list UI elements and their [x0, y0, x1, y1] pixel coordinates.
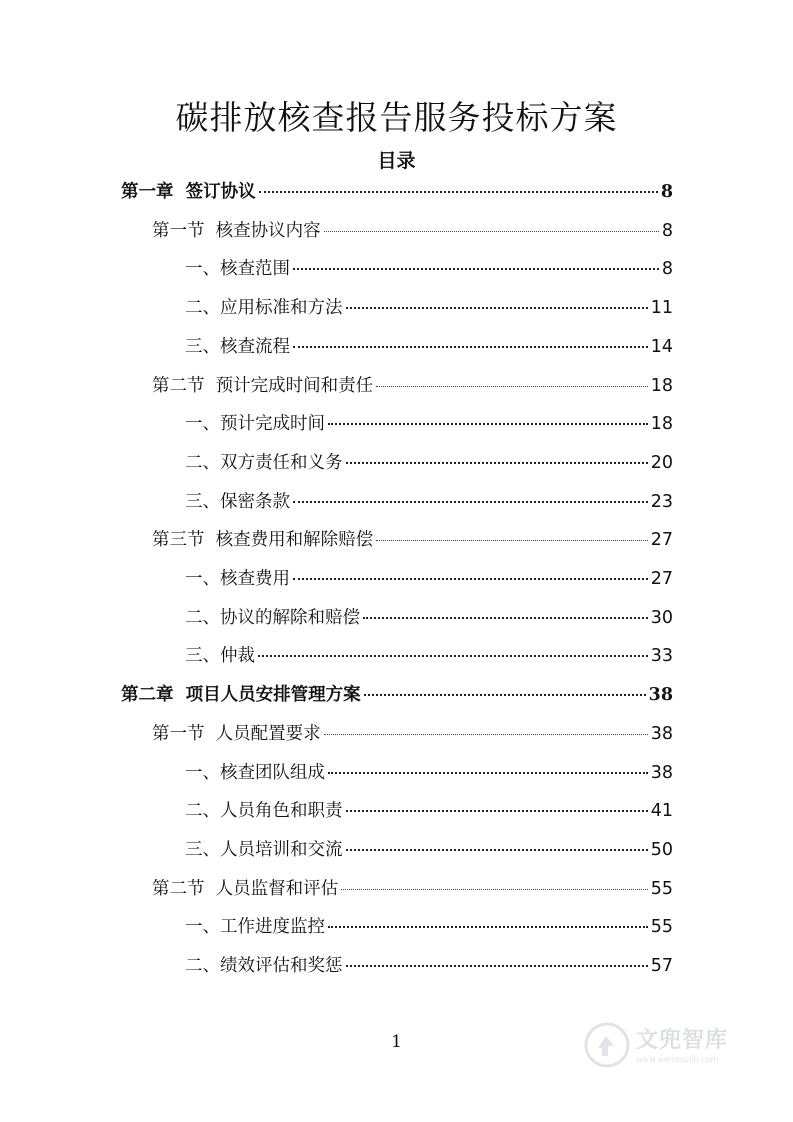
toc-dot-leader — [376, 540, 648, 541]
toc-entry-level1[interactable] — [121, 682, 673, 708]
toc-entry-page: 8 — [661, 259, 673, 280]
toc-entry-page: 38 — [650, 762, 673, 783]
watermark-logo-icon — [584, 1022, 630, 1072]
toc-entry-label: 二、协议的解除和赔偿 — [185, 607, 360, 628]
toc-entry-label: 三、人员培训和交流 — [185, 839, 343, 860]
toc-entry-page: 14 — [650, 336, 673, 357]
toc-dot-leader — [293, 578, 648, 580]
toc-entry-level3[interactable] — [185, 798, 673, 824]
watermark — [584, 1016, 754, 1078]
toc-entry-level3[interactable] — [185, 334, 673, 360]
toc-entry-level3[interactable] — [185, 489, 673, 515]
toc-entry-label: 三、核查流程 — [185, 336, 290, 357]
toc-entry-level3[interactable] — [185, 566, 673, 592]
toc-entry-level3[interactable] — [185, 643, 673, 669]
toc-entry-level2[interactable] — [152, 876, 673, 902]
toc-entry-label: 一、核查费用 — [185, 569, 290, 589]
toc-dot-leader — [293, 346, 648, 348]
toc-entry-page: 11 — [650, 298, 673, 319]
toc-entry-page: 23 — [650, 491, 673, 512]
toc-dot-leader — [328, 423, 648, 425]
toc-entry-level3[interactable] — [185, 953, 673, 979]
toc-entry-page: 18 — [650, 375, 673, 396]
toc-entry-label: 第一节 人员配置要求 — [152, 723, 321, 744]
toc-entry-level3[interactable] — [185, 256, 673, 282]
page-number: 1 — [391, 1032, 402, 1052]
toc-dot-leader — [328, 926, 648, 928]
watermark-brand: 文兜智库 — [636, 1028, 729, 1053]
toc-dot-leader — [293, 501, 648, 503]
toc-entry-page: 57 — [650, 956, 673, 976]
toc-entry-label: 第一节 核查协议内容 — [152, 220, 321, 241]
toc-dot-leader — [341, 889, 648, 890]
toc-entry-label: 二、双方责任和义务 — [185, 452, 343, 473]
toc-dot-leader — [346, 849, 648, 851]
toc-heading: 目录 — [377, 150, 416, 172]
toc-entry-level3[interactable] — [185, 411, 673, 437]
toc-dot-leader — [346, 810, 648, 812]
toc-entry-label: 第二章 项目人员安排管理方案 — [121, 685, 361, 706]
toc-entry-level3[interactable] — [185, 450, 673, 476]
toc-dot-leader — [258, 655, 648, 657]
toc-entry-label: 三、保密条款 — [185, 491, 290, 512]
toc-entry-page: 33 — [650, 646, 673, 667]
toc-dot-leader — [346, 965, 648, 967]
toc-entry-page: 27 — [650, 530, 673, 551]
toc-entry-level3[interactable] — [185, 837, 673, 863]
toc-entry-page: 41 — [650, 801, 673, 822]
toc-entry-level2[interactable] — [152, 218, 673, 244]
toc-dot-leader — [346, 462, 648, 464]
toc-dot-leader — [363, 617, 648, 619]
toc-entry-page: 27 — [650, 569, 673, 589]
toc-entry-label: 第二节 预计完成时间和责任 — [152, 375, 374, 396]
toc-entry-label: 三、仲裁 — [185, 646, 255, 667]
toc-entry-page: 55 — [650, 917, 673, 938]
toc-entry-label: 第一章 签订协议 — [121, 182, 256, 202]
toc-entry-label: 二、绩效评估和奖惩 — [185, 956, 343, 976]
toc-entry-page: 18 — [650, 414, 673, 435]
toc-dot-leader — [324, 734, 648, 735]
toc-entry-label: 二、应用标准和方法 — [185, 298, 343, 319]
toc-entry-level1[interactable] — [121, 179, 673, 205]
toc-entry-label: 第三节 核查费用和解除赔偿 — [152, 530, 374, 551]
toc-entry-level3[interactable] — [185, 914, 673, 940]
toc-entry-label: 一、工作进度监控 — [185, 917, 325, 938]
toc-entry-page: 8 — [660, 182, 673, 202]
toc-dot-leader — [346, 307, 648, 309]
toc-entry-level3[interactable] — [185, 760, 673, 786]
toc-entry-level3[interactable] — [185, 295, 673, 321]
toc-dot-leader — [293, 268, 659, 270]
toc-entry-level3[interactable] — [185, 605, 673, 631]
toc-dot-leader — [376, 386, 648, 387]
toc-dot-leader — [364, 694, 646, 696]
toc-entry-level2[interactable] — [152, 527, 673, 553]
toc-dot-leader — [328, 772, 648, 774]
toc-entry-label: 一、核查团队组成 — [185, 762, 325, 783]
toc-entry-page: 38 — [650, 723, 673, 744]
watermark-url: www.wendoulib.com — [636, 1055, 719, 1064]
toc-entry-label: 第二节 人员监督和评估 — [152, 878, 339, 899]
toc-entry-page: 38 — [648, 685, 673, 706]
toc-entry-page: 8 — [661, 220, 673, 241]
document-title: 碳排放核查报告服务投标方案 — [175, 98, 618, 137]
toc-entry-label: 一、预计完成时间 — [185, 414, 325, 435]
toc-entry-page: 50 — [650, 839, 673, 860]
toc-entry-page: 55 — [650, 878, 673, 899]
toc-entry-label: 一、核查范围 — [185, 259, 290, 280]
toc-entry-page: 20 — [650, 452, 673, 473]
toc-entry-page: 30 — [650, 607, 673, 628]
toc-entry-level2[interactable] — [152, 721, 673, 747]
toc-entry-level2[interactable] — [152, 373, 673, 399]
toc-entry-label: 二、人员角色和职责 — [185, 801, 343, 822]
toc-dot-leader — [324, 231, 659, 232]
toc-dot-leader — [259, 191, 658, 193]
